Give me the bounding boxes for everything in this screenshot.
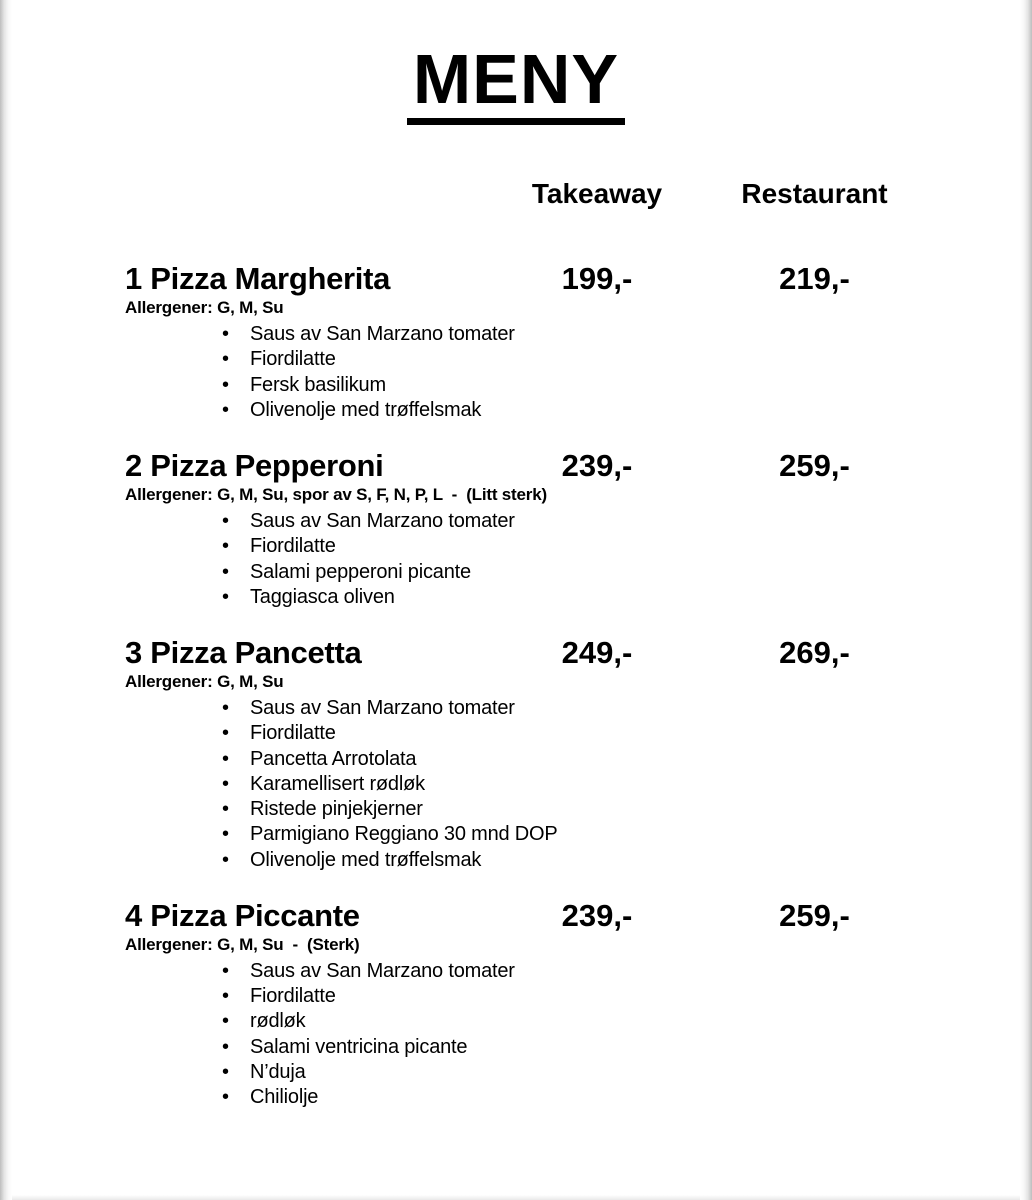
ingredient-item: • Salami pepperoni picante (222, 560, 932, 585)
restaurant-price: 219,- (779, 261, 850, 297)
menu-content (0, 177, 1032, 1111)
allergens-note: Allergener: G, M, Su (125, 298, 284, 318)
ingredients-list (125, 696, 932, 873)
menu-item-margherita (125, 262, 932, 423)
ingredient-item: • Chiliolje (222, 1085, 932, 1110)
page-right-edge (1020, 0, 1032, 1200)
price-columns-header (125, 177, 932, 211)
takeaway-price: 199,- (561, 261, 633, 297)
menu-item-header-row (125, 636, 932, 670)
ingredient-item: • Parmigiano Reggiano 30 mnd DOP (222, 822, 932, 847)
ingredient-item: • Fiordilatte (222, 984, 932, 1009)
allergens-note: Allergener: G, M, Su (125, 672, 284, 692)
ingredient-item: • Olivenolje med trøffelsmak (222, 398, 932, 423)
menu-item-header-row (125, 449, 932, 483)
takeaway-price: 239,- (561, 448, 633, 484)
ingredient-item: • Ristede pinjekjerner (222, 797, 932, 822)
ingredient-item: • Saus av San Marzano tomater (222, 322, 932, 347)
ingredient-item: • N’duja (222, 1060, 932, 1085)
takeaway-column-header: Takeaway (531, 177, 663, 209)
allergens-note: Allergener: G, M, Su - (Sterk) (125, 934, 360, 954)
restaurant-price: 259,- (779, 448, 850, 484)
ingredient-item: • Saus av San Marzano tomater (222, 959, 932, 984)
ingredients-list (125, 322, 932, 423)
menu-item-piccante (125, 899, 932, 1111)
menu-item-pancetta (125, 636, 932, 873)
allergens-note: Allergener: G, M, Su, spor av S, F, N, P, L - (Litt sterk) (125, 485, 547, 505)
restaurant-column-header: Restaurant (741, 177, 888, 209)
page-title: MENY (407, 46, 625, 125)
ingredient-item: • Saus av San Marzano tomater (222, 509, 932, 534)
item-name: 4 Pizza Piccante (125, 897, 360, 933)
takeaway-price: 249,- (561, 635, 633, 671)
ingredient-item: • Fersk basilikum (222, 373, 932, 398)
ingredient-item: • Fiordilatte (222, 534, 932, 559)
ingredients-list (125, 509, 932, 610)
menu-item-header-row (125, 899, 932, 933)
menu-item-header-row (125, 262, 932, 296)
menu-item-pepperoni (125, 449, 932, 610)
item-name: 2 Pizza Pepperoni (125, 448, 384, 484)
restaurant-price: 269,- (779, 635, 850, 671)
ingredient-item: • Fiordilatte (222, 347, 932, 372)
ingredient-item: • Taggiasca oliven (222, 585, 932, 610)
ingredient-item: • Salami ventricina picante (222, 1035, 932, 1060)
page-left-edge (0, 0, 12, 1200)
item-name: 1 Pizza Margherita (125, 261, 391, 297)
ingredient-item: • Fiordilatte (222, 721, 932, 746)
restaurant-price: 259,- (779, 897, 850, 933)
takeaway-price: 239,- (561, 897, 633, 933)
ingredient-item: • Pancetta Arrotolata (222, 747, 932, 772)
title-area (0, 0, 1032, 125)
ingredient-item: • Karamellisert rødløk (222, 772, 932, 797)
page-bottom-edge (0, 1195, 1032, 1200)
item-name: 3 Pizza Pancetta (125, 635, 362, 671)
ingredient-item: • Saus av San Marzano tomater (222, 696, 932, 721)
ingredient-item: • rødløk (222, 1009, 932, 1034)
ingredient-item: • Olivenolje med trøffelsmak (222, 848, 932, 873)
ingredients-list (125, 959, 932, 1111)
